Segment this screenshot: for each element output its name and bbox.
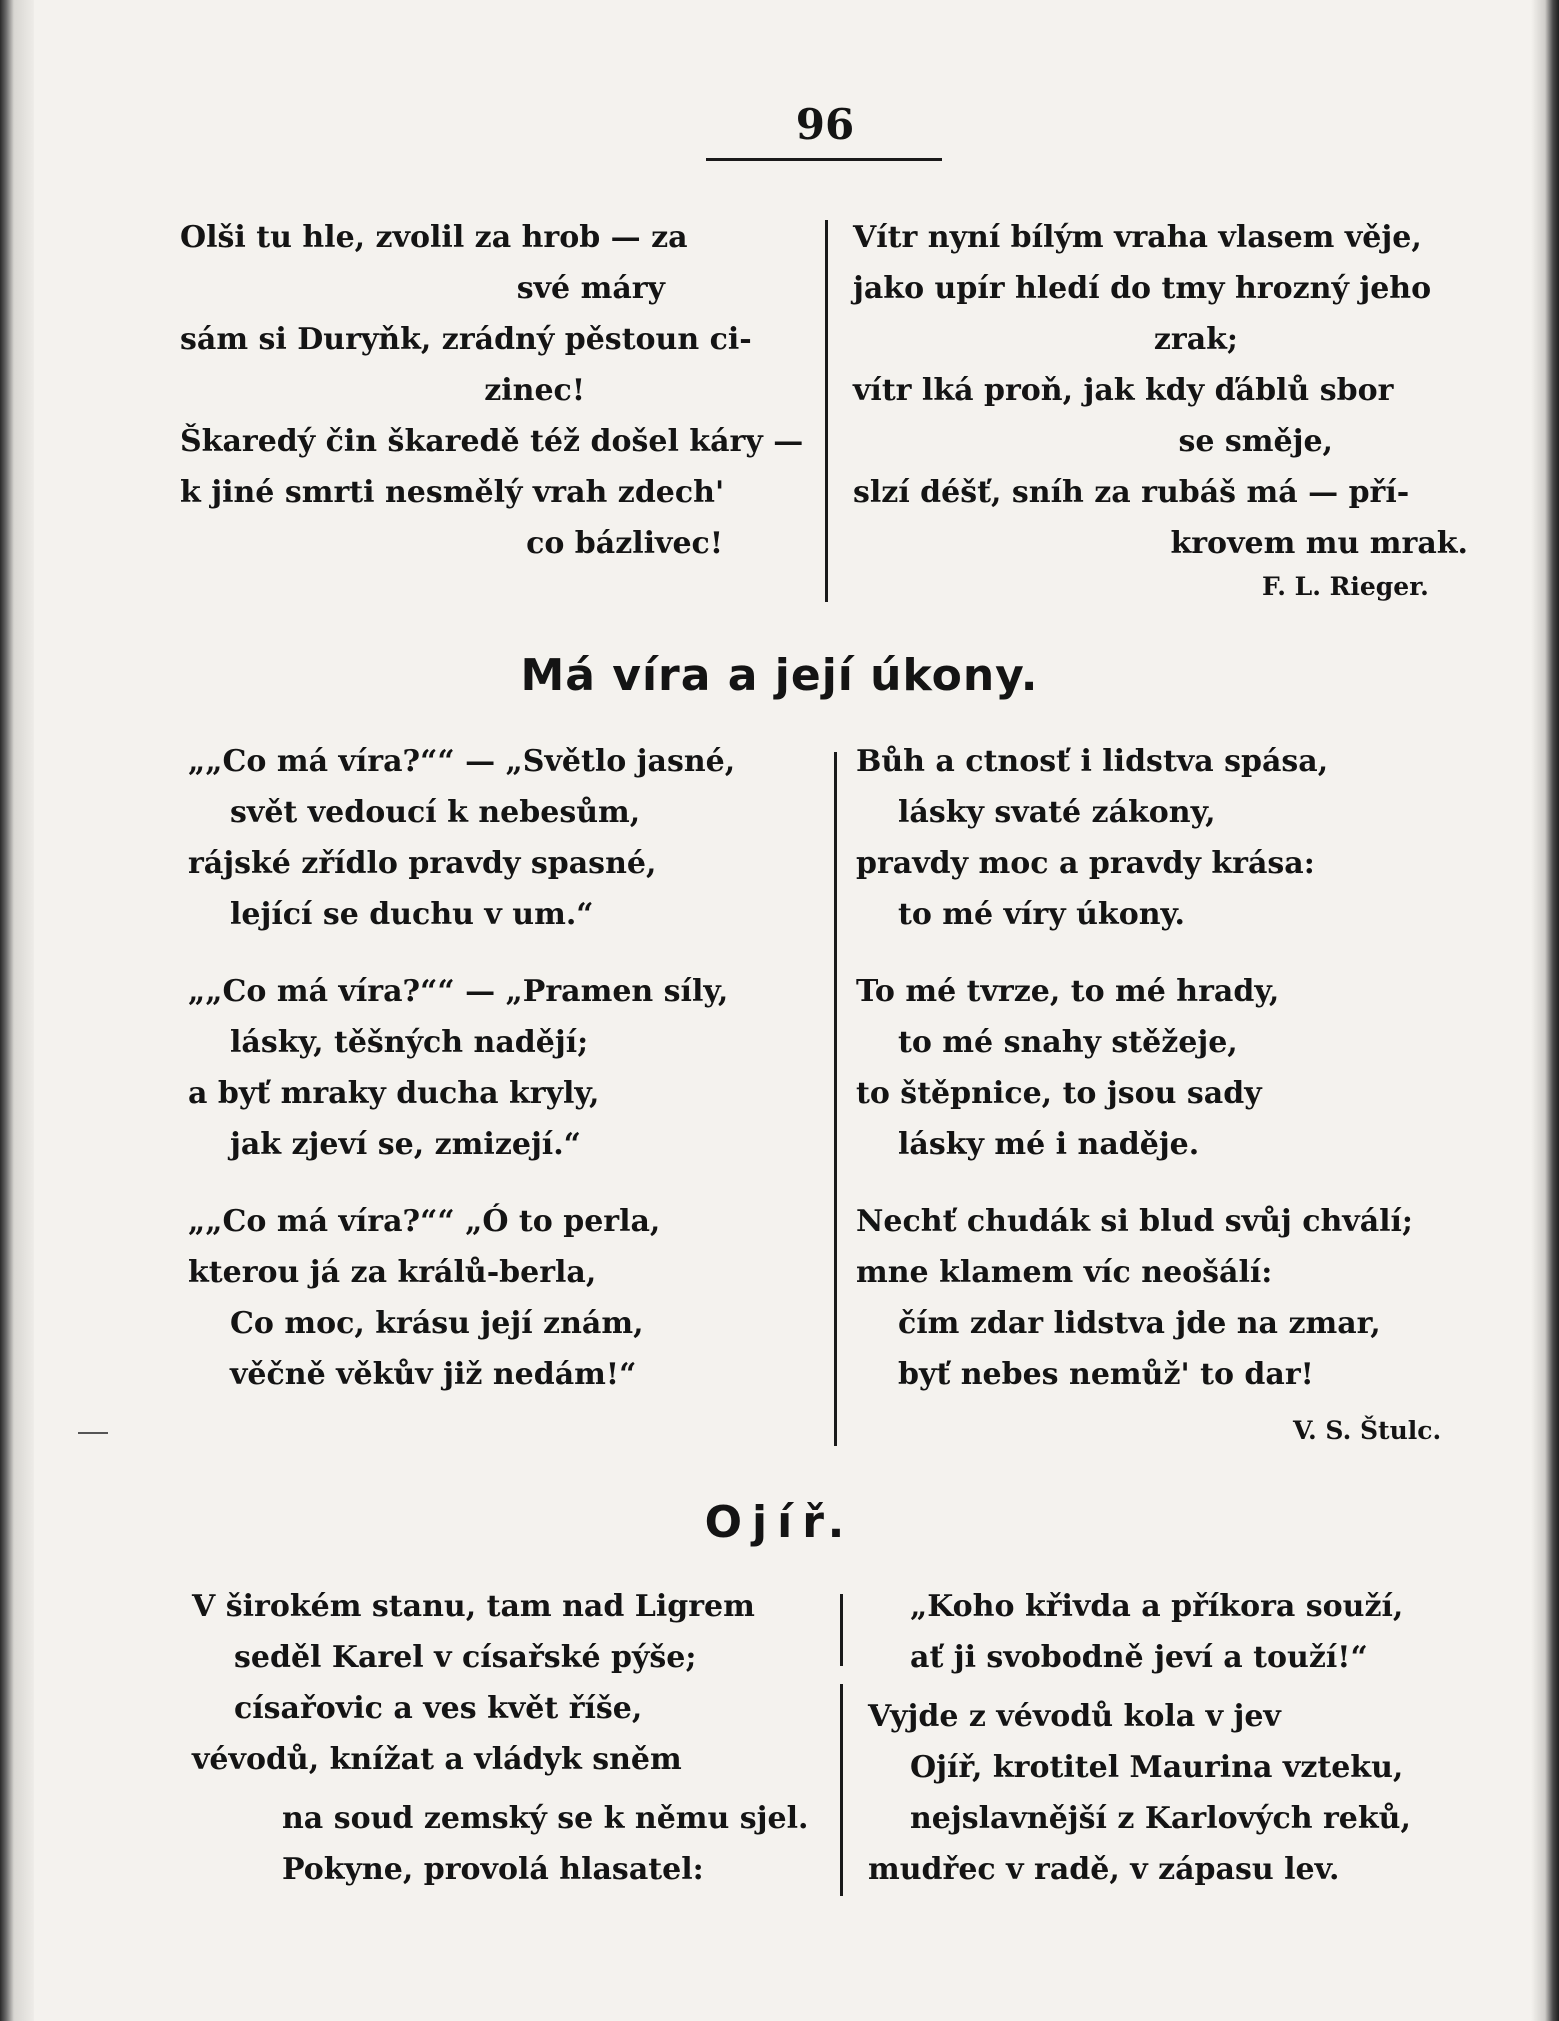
poem1-author: F. L. Rieger.: [1262, 572, 1429, 601]
page-edge-right: [1531, 0, 1559, 2021]
poem-line: to mé víry úkony.: [898, 897, 1185, 932]
poem-line: Nechť chudák si blud svůj chválí;: [856, 1204, 1414, 1239]
poem-line: Vítr nyní bílým vraha vlasem věje,: [853, 220, 1422, 255]
poem-line: „„Co má víra?““ „Ó to perla,: [188, 1204, 661, 1239]
poem1-right-column: [853, 212, 1468, 569]
poem-line: lásky svaté zákony,: [898, 795, 1216, 830]
poem-line: zinec!: [484, 373, 585, 408]
poem2-title: Má víra a její úkony.: [520, 650, 1039, 701]
poem-line: zrak;: [1153, 322, 1238, 357]
stanza-gap: [188, 940, 808, 966]
column-divider: [834, 752, 837, 1446]
poem-line: Škaredý čin škaredě též došel káry —: [180, 424, 804, 459]
poem-line: kterou já za králů-berla,: [188, 1255, 597, 1290]
column-divider: [840, 1684, 843, 1896]
poem-line: Co moc, krásu její znám,: [230, 1306, 644, 1341]
poem-line: Bůh a ctnosť i lidstva spása,: [856, 744, 1329, 779]
poem-line: věčně věkův již nedám!“: [230, 1357, 637, 1392]
poem-line: „Koho křivda a příkora souží,: [910, 1589, 1404, 1624]
stanza-gap: [856, 940, 1466, 966]
poem-line: ať ji svobodně jeví a touží!“: [910, 1640, 1368, 1675]
poem-line: seděl Karel v císařské pýše;: [234, 1640, 697, 1675]
page-number-rule: [706, 158, 942, 161]
poem-line: byť nebes nemůž' to dar!: [898, 1357, 1314, 1392]
poem-line: a byť mraky ducha kryly,: [188, 1076, 600, 1111]
stanza-gap: [188, 1170, 808, 1196]
poem-line: čím zdar lidstva jde na zmar,: [898, 1306, 1381, 1341]
page-number: 96: [795, 100, 855, 149]
poem-line: to štěpnice, to jsou sady: [856, 1076, 1262, 1111]
poem-line: Olši tu hle, zvolil za hrob — za: [180, 220, 688, 255]
poem3-right-column: [868, 1581, 1488, 1895]
poem-line: jako upír hledí do tmy hrozný jeho: [853, 271, 1432, 306]
poem-line: lásky mé i naděje.: [898, 1127, 1200, 1162]
poem3-title: Ojíř.: [704, 1497, 855, 1548]
poem-line: „„Co má víra?““ — „Pramen síly,: [188, 974, 729, 1009]
poem-line: krovem mu mrak.: [1170, 526, 1468, 561]
poem-line: mne klamem víc neošálí:: [856, 1255, 1273, 1290]
poem2-left-column: [188, 736, 808, 1400]
poem-line: své máry: [516, 271, 665, 306]
poem-line: to mé snahy stěžeje,: [898, 1025, 1238, 1060]
poem-line: slzí déšť, sníh za rubáš má — pří-: [853, 475, 1410, 510]
poem-line: pravdy moc a pravdy krása:: [856, 846, 1315, 881]
poem-line: „„Co má víra?““ — „Světlo jasné,: [188, 744, 736, 779]
poem-line: svět vedoucí k nebesům,: [230, 795, 641, 830]
poem-line: jak zjeví se, zmizejí.“: [230, 1127, 581, 1162]
poem-line: To mé tvrze, to mé hrady,: [856, 974, 1280, 1009]
poem-line: co bázlivec!: [526, 526, 723, 561]
poem-line: se směje,: [1178, 424, 1333, 459]
poem-line: lásky, těšných nadějí;: [230, 1025, 589, 1060]
poem-line: císařovic a ves květ říše,: [234, 1691, 643, 1726]
poem2-right-column: [856, 736, 1466, 1400]
poem-line: Pokyne, provolá hlasatel:: [282, 1852, 704, 1887]
poem-line: k jiné smrti nesmělý vrah zdech': [180, 475, 725, 510]
poem2-author: V. S. Štulc.: [1293, 1416, 1442, 1445]
poem-line: lející se duchu v um.“: [230, 897, 594, 932]
poem-line: rájské zřídlo pravdy spasné,: [188, 846, 657, 881]
poem1-left-column: [180, 212, 804, 569]
poem3-left-column: [192, 1581, 832, 1895]
poem-line: vítr lká proň, jak kdy ďáblů sbor: [853, 373, 1394, 408]
poem-line: sám si Duryňk, zrádný pěstoun ci-: [180, 322, 752, 357]
stanza-gap: [856, 1170, 1466, 1196]
page-edge-left: [0, 0, 34, 2021]
poem-line: vévodů, knížat a vládyk sněm: [192, 1742, 682, 1777]
column-divider: [840, 1594, 843, 1666]
poem-line: mudřec v radě, v zápasu lev.: [868, 1852, 1340, 1887]
column-divider: [825, 220, 828, 602]
poem-line: V širokém stanu, tam nad Ligrem: [192, 1589, 755, 1624]
poem-line: Vyjde z vévodů kola v jev: [868, 1699, 1281, 1734]
poem-line: nejslavnější z Karlových reků,: [910, 1801, 1411, 1836]
poem-line: na soud zemský se k němu sjel.: [282, 1801, 809, 1836]
margin-dash: [78, 1432, 108, 1434]
poem-line: Ojíř, krotitel Maurina vzteku,: [910, 1750, 1404, 1785]
